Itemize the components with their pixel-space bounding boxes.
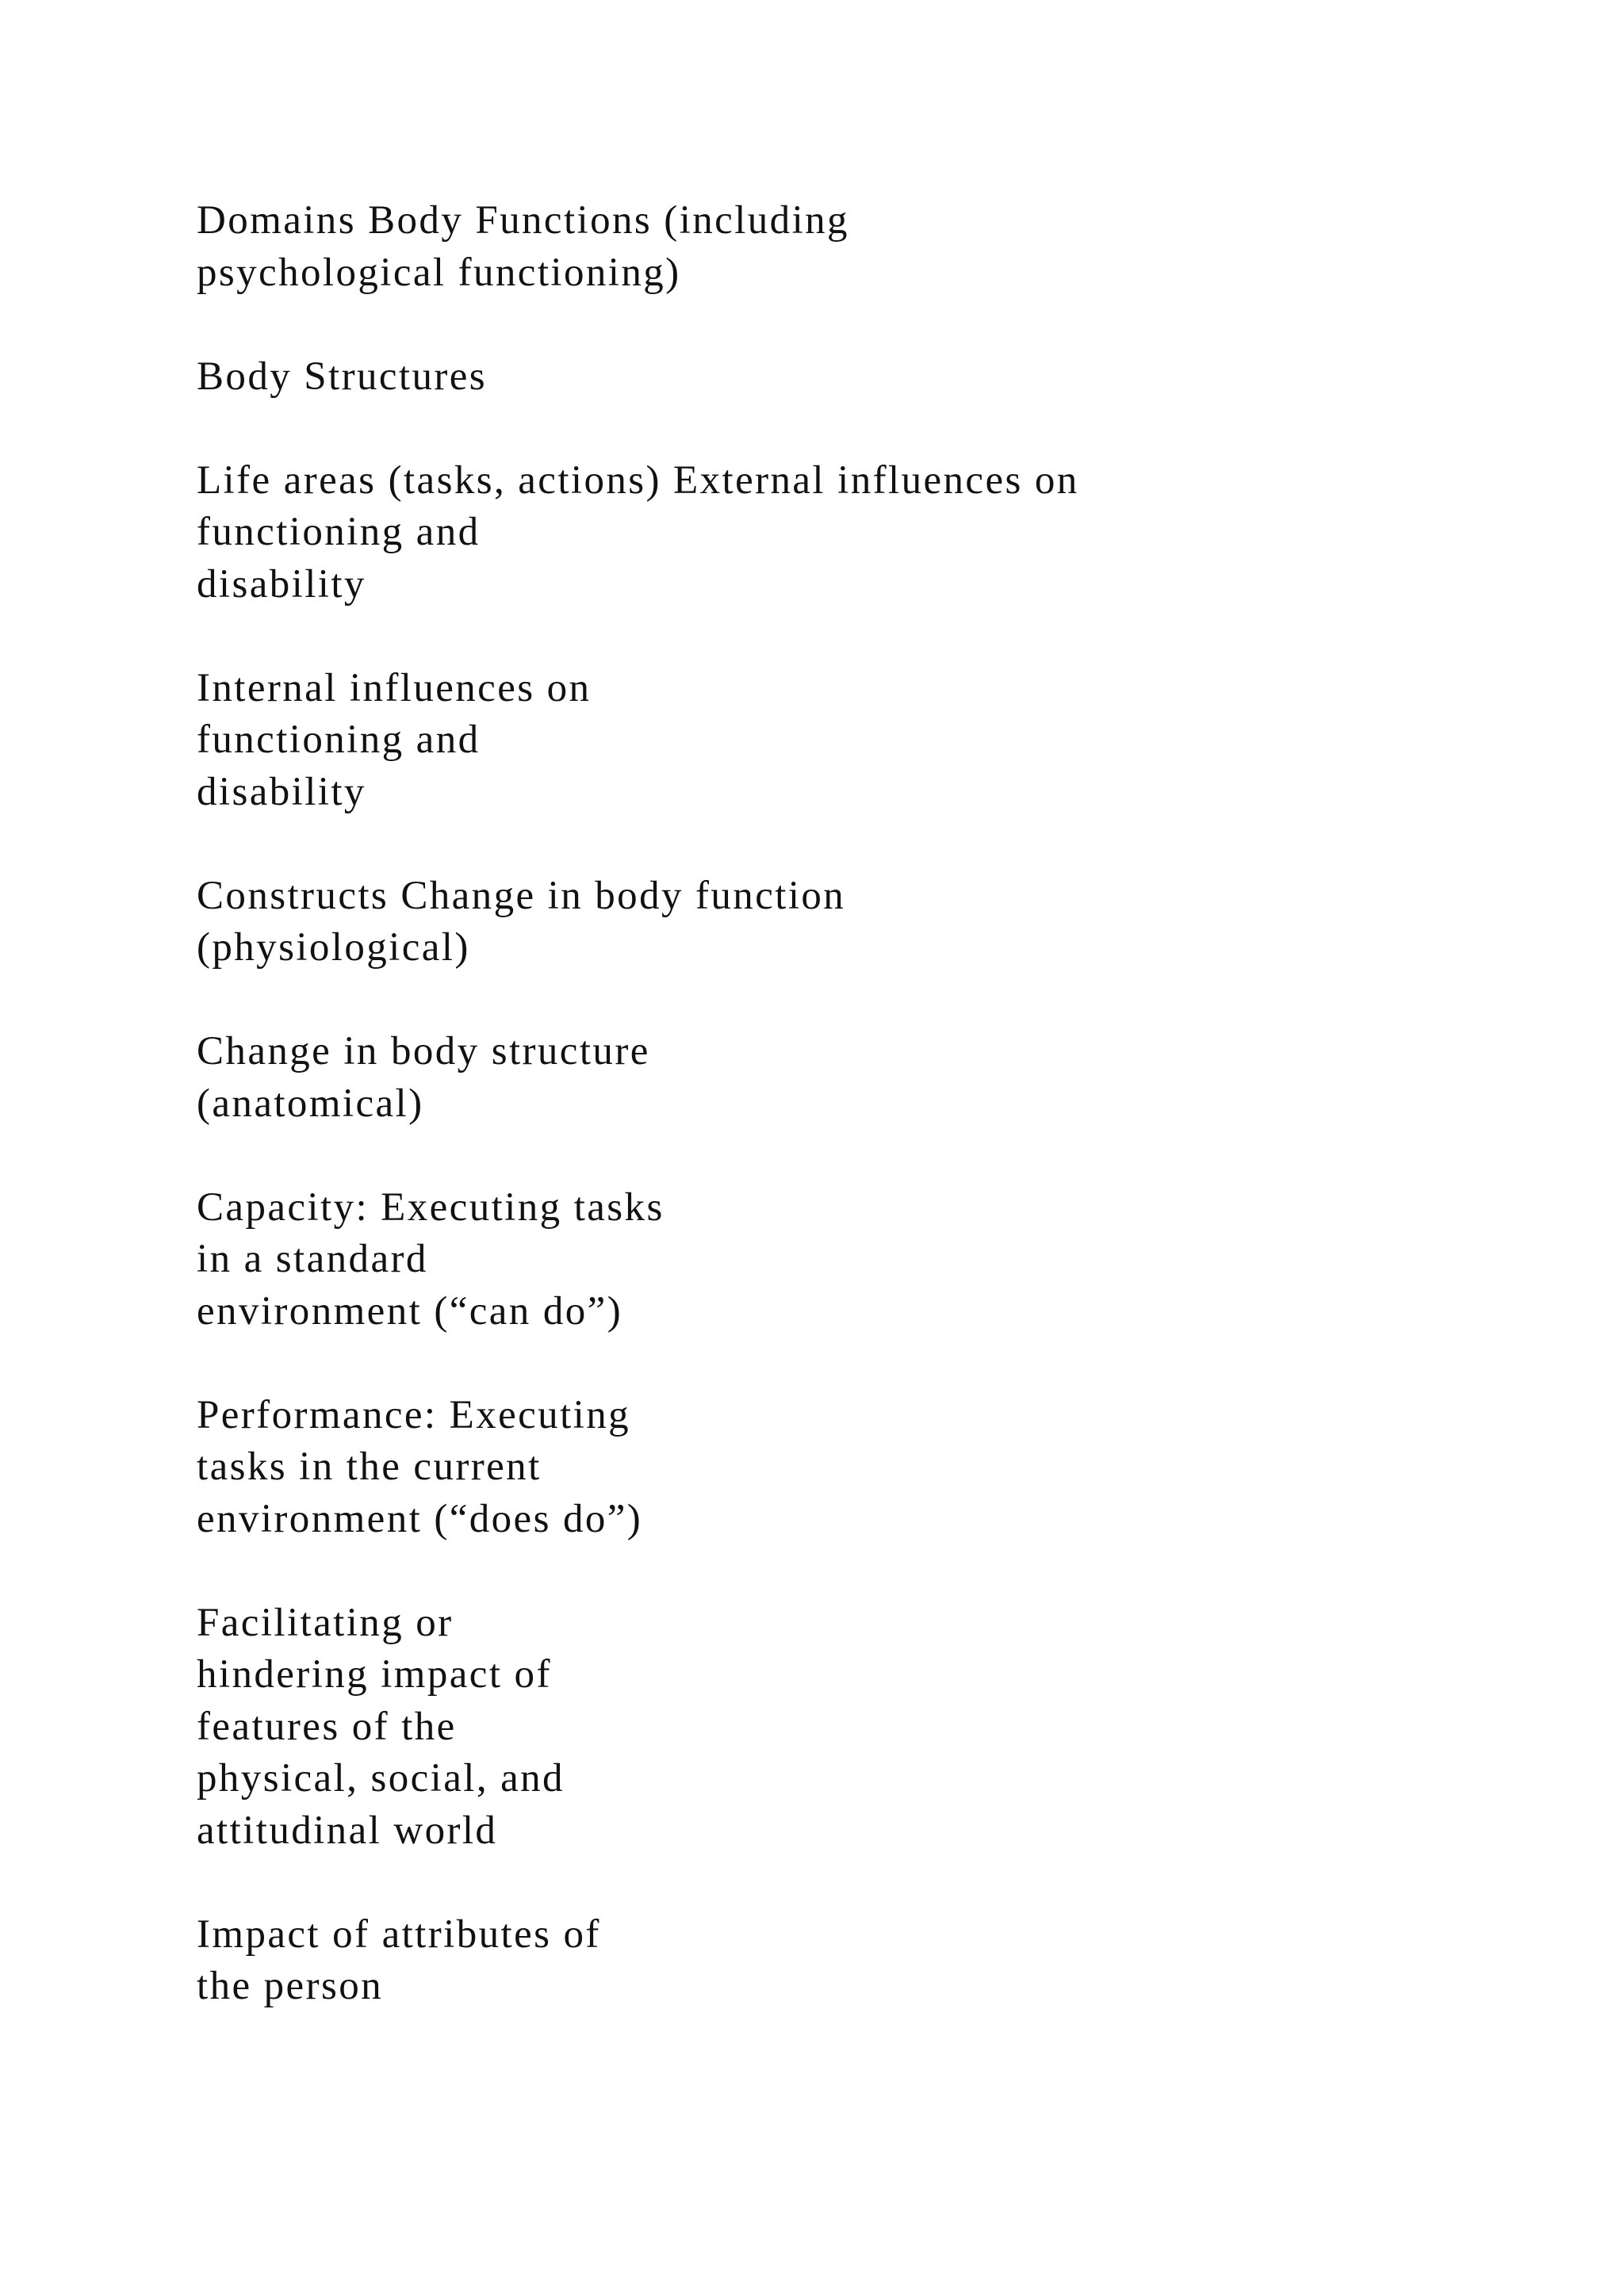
text-line: Body Structures [197, 354, 488, 399]
text-line: environment (“does do”) [197, 1496, 643, 1541]
text-line: psychological functioning) [197, 250, 681, 295]
text-line: functioning and [197, 510, 481, 554]
text-line: Domains Body Functions (including [197, 198, 849, 243]
text-line: disability [197, 561, 366, 607]
text-line: (anatomical) [197, 1081, 424, 1126]
paragraph-life-areas [197, 455, 1497, 611]
text-line: Performance: Executing [197, 1392, 631, 1437]
paragraph-constructs [197, 871, 1497, 974]
paragraph-body-structure-change [197, 1026, 1497, 1130]
text-line: hindering impact of [197, 1652, 552, 1697]
document-body [197, 195, 1497, 2013]
text-line: physical, social, and [197, 1756, 565, 1800]
text-line: environment (“can do”) [197, 1288, 623, 1334]
paragraph-performance [197, 1390, 1497, 1546]
text-line: (physiological) [197, 925, 470, 970]
paragraph-facilitating [197, 1598, 1497, 1858]
text-line: disability [197, 769, 366, 814]
text-line: attitudinal world [197, 1808, 498, 1853]
paragraph-body-structures [197, 351, 1497, 404]
text-line: Constructs Change in body function [197, 873, 846, 918]
text-line: Life areas (tasks, actions) External influences on [197, 457, 1079, 503]
text-line: features of the [197, 1704, 457, 1749]
paragraph-attributes [197, 1909, 1497, 2013]
text-line: the person [197, 1964, 384, 2008]
text-line: Internal influences on [197, 665, 592, 710]
text-line: functioning and [197, 718, 481, 762]
text-line: tasks in the current [197, 1445, 542, 1489]
paragraph-internal-influences [197, 663, 1497, 819]
paragraph-capacity [197, 1182, 1497, 1338]
text-line: Capacity: Executing tasks [197, 1184, 665, 1230]
text-line: in a standard [197, 1237, 428, 1281]
paragraph-domains [197, 195, 1497, 299]
text-line: Facilitating or [197, 1600, 454, 1645]
text-line: Impact of attributes of [197, 1911, 601, 1957]
text-line: Change in body structure [197, 1029, 650, 1073]
